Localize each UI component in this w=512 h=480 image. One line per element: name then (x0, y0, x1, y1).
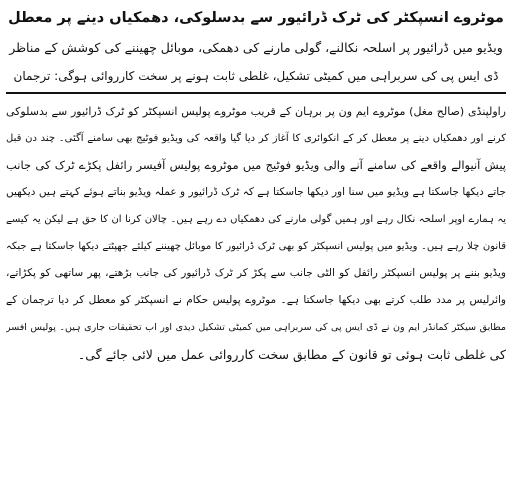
body-line: پیش آنیوالے واقعے کی سامنے آنے والی ویڈیو فوٹیج میں موٹروے پولیس آفیسر رائفل پکڑے ٹرک کی جانب (6, 158, 506, 172)
body-line: وائرلیس پر مدد طلب کرتے بھی دیکھا جاسکتا ہے۔ موٹروے پولیس حکام نے انسپکٹر کو معطل کر دیا ترجمان کے (6, 294, 506, 306)
body-line: کرنے اور دھمکیاں دینے پر معطل کر کے انکوائری کا آغاز کر دیا گیا واقعہ کی ویڈیو فوٹیج بھی سامنے آگئی۔ چند دن قبل (6, 133, 506, 144)
body-line: کی غلطی ثابت ہوئی تو قانون کے مطابق سخت کارروائی عمل میں لائی جائے گی۔ (77, 347, 506, 362)
body-line: قانون چلا رہے ہیں۔ ویڈیو میں پولیس انسپکٹر کو بھی ٹرک ڈرائیور کا موبائل چھیننے کیلئے جھپٹتے دیکھا جاسکتا ہے جبکہ (6, 241, 506, 252)
headline-block (6, 4, 506, 90)
body-line: جاتے دیکھا جاسکتا ہے ویڈیو میں سنا اور دیکھا جاسکتا ہے کہ ٹرک ڈرائیور و عملہ ویڈیو بناتے ہوئے کہتے ہیں دیکھیں (6, 186, 506, 198)
headline-divider (6, 92, 506, 94)
subheadline-2: ڈی ایس پی کی سربراہی میں کمیٹی تشکیل، غلطی ثابت ہونے پر سخت کارروائی ہوگی: ترجمان (13, 69, 499, 83)
subheadline-1: ویڈیو میں ڈرائیور پر اسلحہ نکالنے، گولی مارنے کی دھمکی، موبائل چھیننے کی کوشش کے مناظر (9, 40, 503, 55)
body-line: مطابق سیکٹر کمانڈر ایم ون نے ڈی ایس پی کی سربراہی میں کمیٹی تشکیل دیدی اور اب تحقیقات جاری ہیں۔ پولیس افسر (6, 322, 506, 333)
body-line: یہ ہمارے اوپر اسلحہ نکال رہے اور ہمیں گولی مارنے کی دھمکیاں دے رہے ہیں۔ چالان کرنا ان کا حق ہے لیکن یہ کیسے (6, 214, 506, 225)
article-body (6, 98, 506, 368)
body-line: ویڈیو بننے پر پولیس انسپکٹر رائفل کو الٹی جانب سے پکڑ کر ٹرک ڈرائیور کی جانب بڑھتے، پھر ساتھی کو پکڑاتے، (6, 267, 506, 279)
body-line: راولپنڈی (صالح مغل) موٹروے ایم ون پر برہان کے قریب موٹروے پولیس انسپکٹر کو ٹرک ڈرائیور سے بدسلوکی (6, 105, 506, 118)
headline-main: موٹروے انسپکٹر کی ٹرک ڈرائیور سے بدسلوکی، دھمکیاں دینے پر معطل (8, 10, 504, 26)
